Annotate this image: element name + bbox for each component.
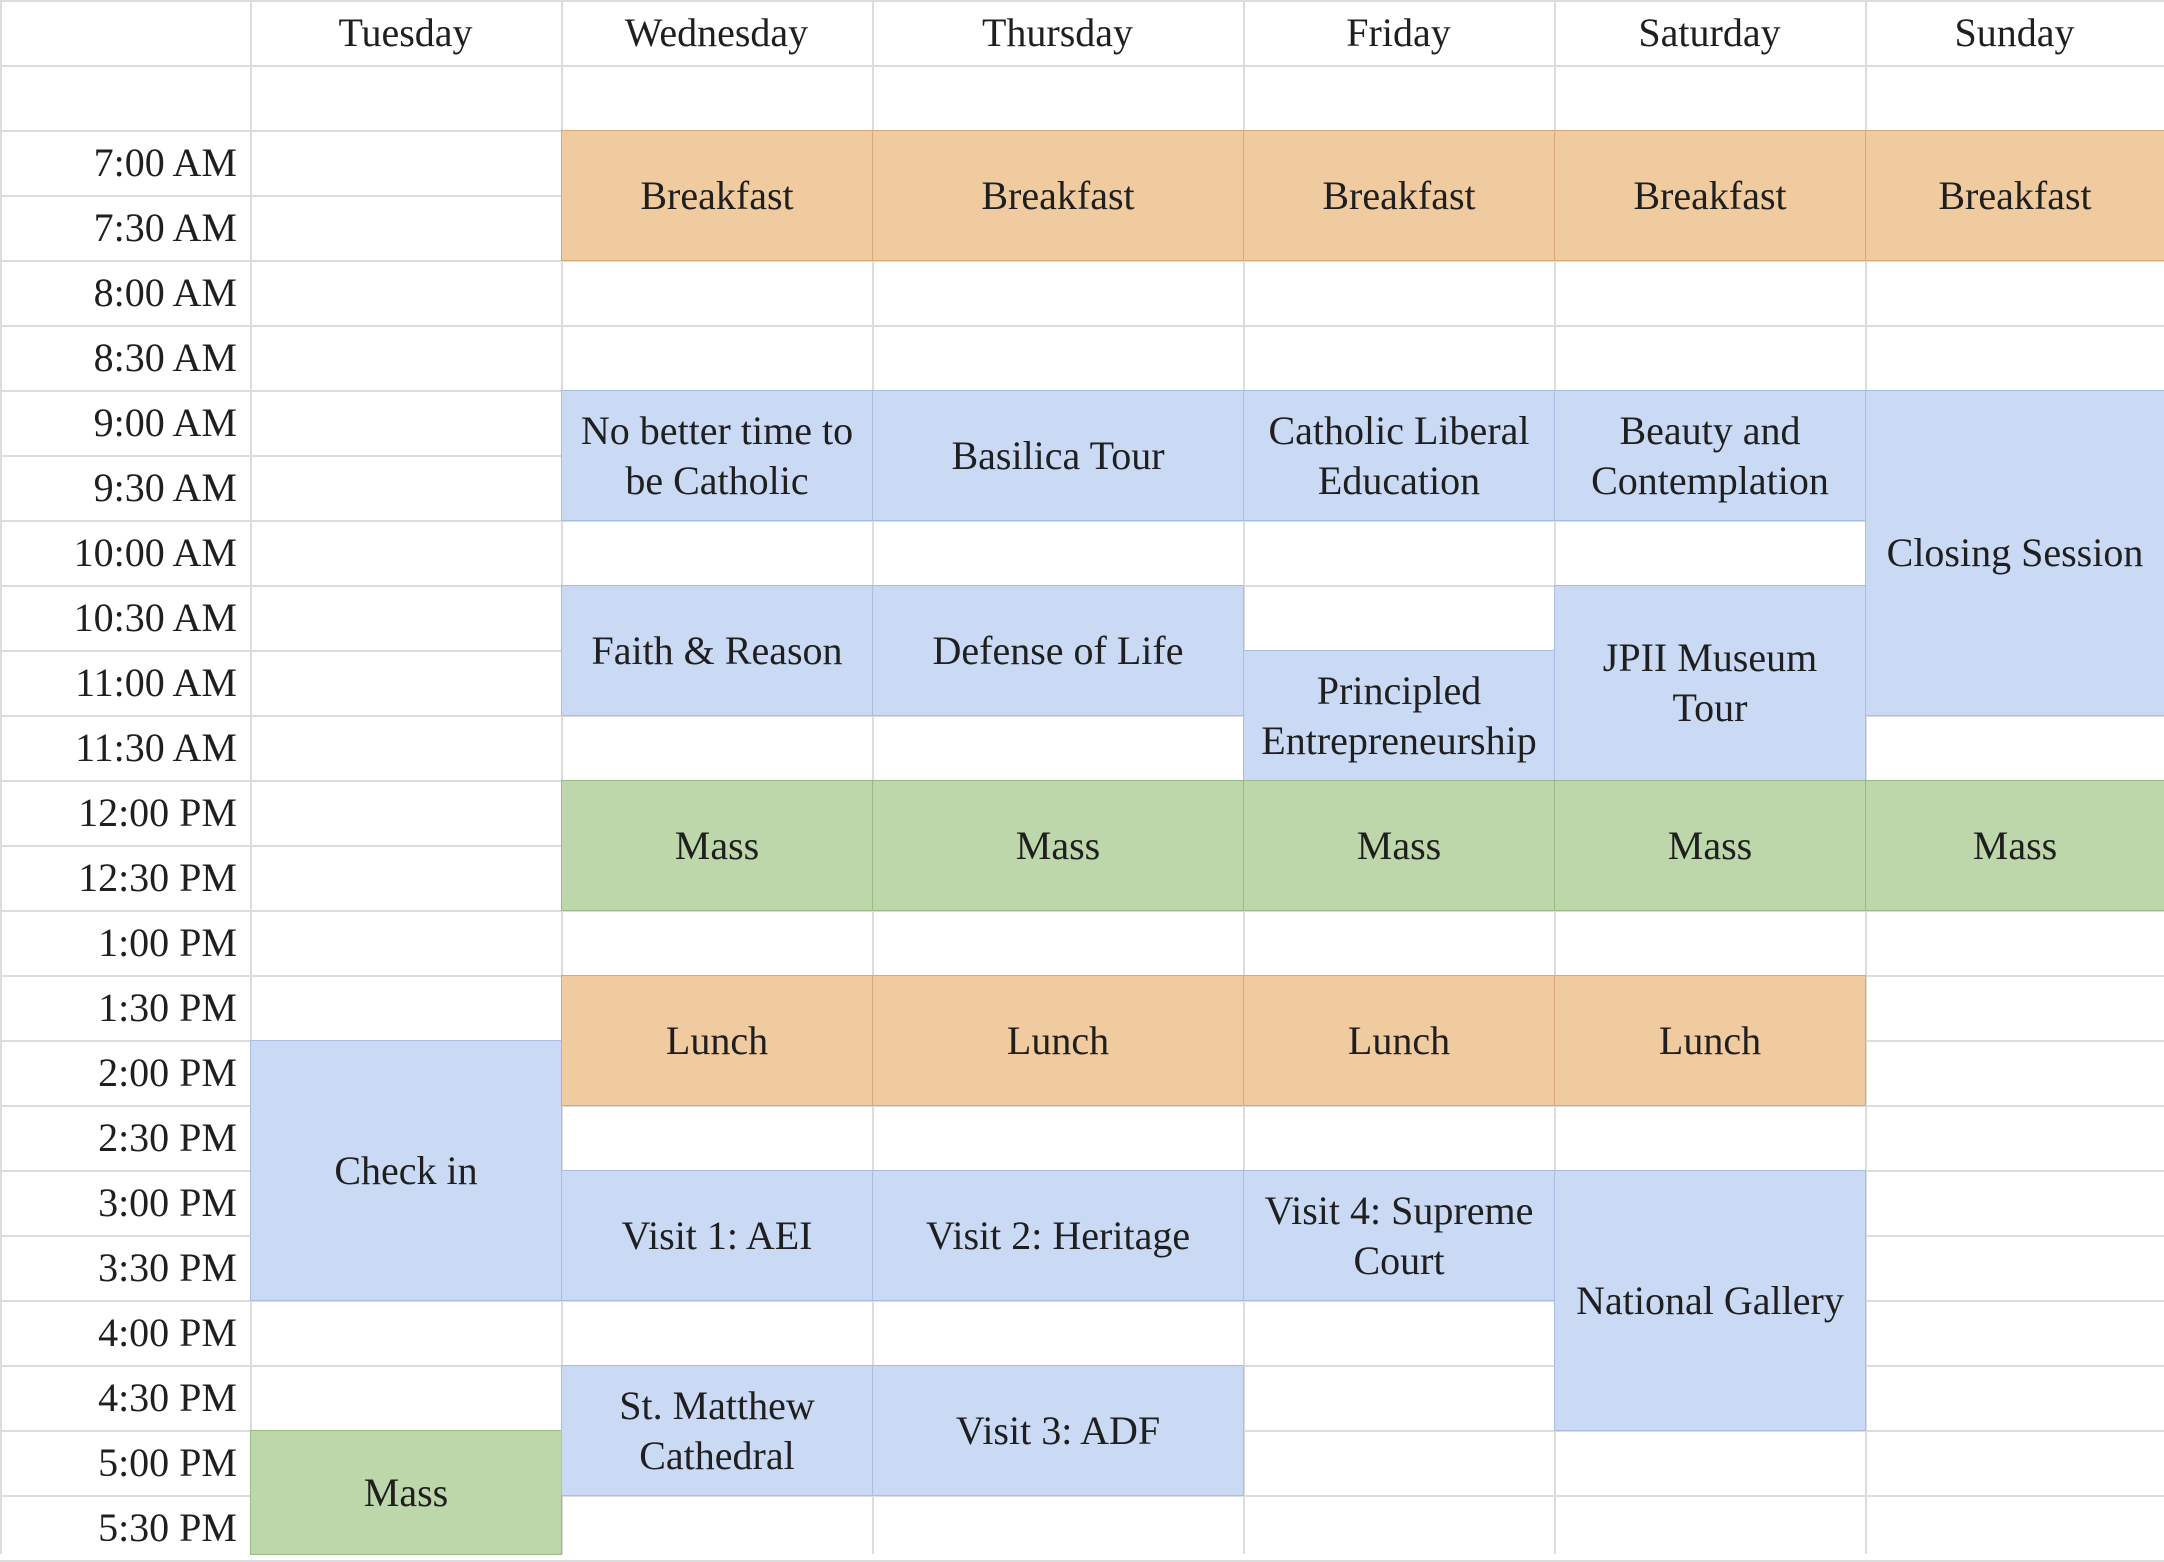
event-label: Breakfast (1633, 172, 1787, 218)
time-label: 8:00 AM (93, 270, 237, 315)
time-label: 10:00 AM (73, 530, 237, 575)
grid-line-vertical (250, 0, 252, 1554)
event-saturday-beauty-and-contemplation[interactable] (1554, 390, 1866, 521)
event-thursday-visit-2-heritage[interactable] (872, 1170, 1244, 1301)
event-label: Visit 1: AEI (621, 1212, 813, 1258)
event-label: Mass (1667, 822, 1753, 868)
day-header-wednesday: Wednesday (624, 10, 809, 55)
day-header-friday: Friday (1346, 10, 1451, 55)
event-friday-visit-4-supreme-court[interactable] (1243, 1170, 1555, 1301)
time-label: 7:00 AM (93, 140, 237, 185)
event-label: Lunch (1006, 1017, 1110, 1063)
event-friday-principled-entrepreneurship[interactable] (1243, 650, 1555, 781)
time-label: 9:00 AM (93, 400, 237, 445)
event-label: Visit 3: ADF (955, 1407, 1161, 1453)
event-label: Mass (1972, 822, 2058, 868)
event-label: Mass (1356, 822, 1442, 868)
event-label: Visit 2: Heritage (925, 1212, 1191, 1258)
time-label: 12:00 PM (78, 790, 237, 835)
event-label: Mass (363, 1469, 449, 1515)
event-sunday-closing-session[interactable] (1865, 390, 2164, 716)
event-wednesday-lunch[interactable] (561, 975, 873, 1106)
event-wednesday-faith-reason[interactable] (561, 585, 873, 716)
event-thursday-lunch[interactable] (872, 975, 1244, 1106)
time-label: 9:30 AM (93, 465, 237, 510)
event-wednesday-breakfast[interactable] (561, 130, 873, 261)
event-saturday-mass[interactable] (1554, 780, 1866, 911)
event-label: Lunch (665, 1017, 769, 1063)
day-header-thursday: Thursday (981, 10, 1134, 55)
event-label: Faith & Reason (591, 627, 843, 673)
event-label: Lunch (1658, 1017, 1762, 1063)
event-wednesday-no-better-time-to-be-catholic[interactable] (561, 390, 873, 521)
event-label: Breakfast (1322, 172, 1476, 218)
event-friday-breakfast[interactable] (1243, 130, 1555, 261)
event-saturday-national-gallery[interactable] (1554, 1170, 1866, 1431)
event-label: Mass (1015, 822, 1101, 868)
time-label: 5:30 PM (98, 1505, 237, 1550)
event-label: National Gallery (1576, 1277, 1844, 1323)
event-label: Breakfast (640, 172, 794, 218)
event-friday-catholic-liberal-education[interactable] (1243, 390, 1555, 521)
event-label: Basilica Tour (951, 432, 1165, 478)
time-label: 10:30 AM (73, 595, 237, 640)
event-label: Check in (334, 1147, 478, 1193)
event-label: Closing Session (1886, 530, 2144, 575)
event-thursday-visit-3-adf[interactable] (872, 1365, 1244, 1496)
time-label: 4:30 PM (98, 1375, 237, 1420)
event-label: No better time to be Catholic (580, 407, 854, 503)
event-label: Visit 4: Supreme Court (1264, 1187, 1534, 1283)
event-saturday-jpii-museum-tour[interactable] (1554, 585, 1866, 781)
time-label: 11:30 AM (75, 725, 237, 770)
grid-line-horizontal (0, 325, 2164, 327)
time-label: 8:30 AM (93, 335, 237, 380)
event-saturday-lunch[interactable] (1554, 975, 1866, 1106)
day-header-saturday: Saturday (1638, 10, 1781, 55)
event-label: JPII Museum Tour (1602, 635, 1818, 730)
event-sunday-mass[interactable] (1865, 780, 2164, 911)
event-friday-mass[interactable] (1243, 780, 1555, 911)
event-wednesday-mass[interactable] (561, 780, 873, 911)
event-label: Principled Entrepreneurship (1261, 667, 1537, 763)
grid-line-horizontal (0, 65, 2164, 67)
event-label: Catholic Liberal Education (1268, 407, 1530, 503)
event-label: Beauty and Contemplation (1591, 407, 1829, 503)
event-label: Mass (674, 822, 760, 868)
time-label: 11:00 AM (75, 660, 237, 705)
event-label: Breakfast (981, 172, 1135, 218)
time-label: 2:00 PM (98, 1050, 237, 1095)
time-label: 4:00 PM (98, 1310, 237, 1355)
time-label: 3:30 PM (98, 1245, 237, 1290)
event-label: Defense of Life (932, 627, 1184, 673)
event-thursday-breakfast[interactable] (872, 130, 1244, 261)
event-wednesday-visit-1-aei[interactable] (561, 1170, 873, 1301)
event-label: Breakfast (1938, 172, 2092, 218)
event-thursday-mass[interactable] (872, 780, 1244, 911)
event-sunday-breakfast[interactable] (1865, 130, 2164, 261)
event-wednesday-st-matthew-cathedral[interactable] (561, 1365, 873, 1496)
event-tuesday-check-in[interactable] (250, 1040, 562, 1301)
time-label: 3:00 PM (98, 1180, 237, 1225)
time-label: 1:00 PM (98, 920, 237, 965)
time-label: 12:30 PM (78, 855, 237, 900)
time-label: 7:30 AM (93, 205, 237, 250)
event-thursday-basilica-tour[interactable] (872, 390, 1244, 521)
time-label: 1:30 PM (98, 985, 237, 1030)
day-header-tuesday: Tuesday (338, 10, 473, 55)
event-tuesday-mass[interactable] (250, 1430, 562, 1555)
event-thursday-defense-of-life[interactable] (872, 585, 1244, 716)
event-saturday-breakfast[interactable] (1554, 130, 1866, 261)
event-label: St. Matthew Cathedral (619, 1382, 815, 1478)
day-header-sunday: Sunday (1954, 10, 2075, 55)
time-label: 2:30 PM (98, 1115, 237, 1160)
time-label: 5:00 PM (98, 1440, 237, 1485)
event-label: Lunch (1347, 1017, 1451, 1063)
event-friday-lunch[interactable] (1243, 975, 1555, 1106)
